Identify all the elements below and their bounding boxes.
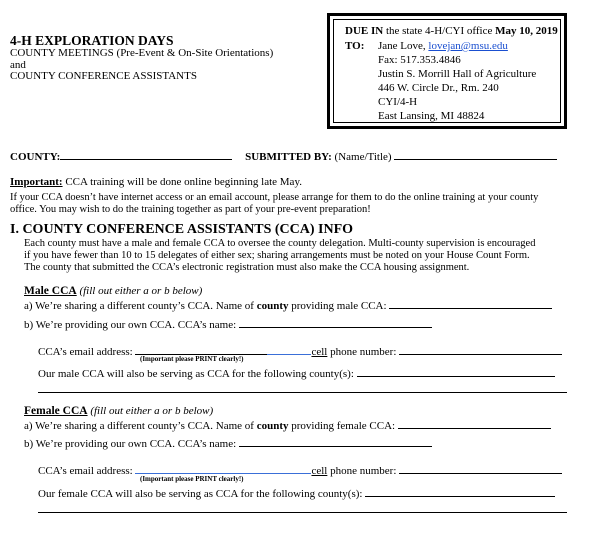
male-option-b (24, 317, 432, 331)
county-label: COUNTY: (10, 151, 61, 163)
female-phone-field[interactable] (399, 463, 562, 474)
due-line (345, 25, 558, 37)
due-text: the state 4-H/CYI office (383, 25, 496, 37)
important-line3: office. You may wish to do the training together as part of your pre-event preparation! (10, 204, 371, 215)
male-cca-title: Male CCA (24, 285, 77, 297)
female-also-row (38, 486, 555, 500)
due-box (327, 13, 567, 129)
female-county-field[interactable] (398, 418, 551, 429)
section-para-line3: The county that submitted the CCA’s electronic registration must also make the CCA housing assignment. (24, 262, 470, 273)
male-cca-title-row (24, 285, 202, 297)
address-line2: 446 W. Circle Dr., Rm. 240 (378, 82, 499, 94)
address-line1: Justin S. Morrill Hall of Agriculture (378, 68, 537, 80)
important-label: Important: (10, 176, 63, 188)
recipient-email-link[interactable]: lovejan@msu.edu (428, 40, 508, 52)
male-cca-hint: (fill out either a or b below) (76, 285, 203, 297)
due-label: DUE IN (345, 25, 384, 37)
male-option-b-text: b) We’re providing our own CCA. CCA’s name: (24, 319, 239, 331)
male-email-label: CCA’s email address: (38, 346, 136, 358)
male-option-a-post: providing male CCA: (288, 300, 390, 312)
female-cca-name-field[interactable] (239, 436, 432, 447)
section-para-line2: if you have fewer than 10 to 15 delegates of either sex; sharing arrangements must be noted on your House Count Form. (24, 250, 530, 261)
address-line3: CYI/4-H (378, 96, 418, 108)
female-option-b (24, 436, 432, 450)
male-cell-label: cell (311, 346, 328, 358)
male-option-a-bold: county (256, 300, 289, 312)
male-print-note: (Important please PRINT clearly!) (140, 355, 244, 363)
female-cca-title: Female CCA (24, 405, 88, 417)
female-option-a-bold: county (256, 420, 289, 432)
female-option-b-text: b) We’re providing our own CCA. CCA’s name: (24, 438, 239, 450)
subtitle-line3: COUNTY CONFERENCE ASSISTANTS (10, 70, 197, 82)
male-email-row (38, 344, 562, 358)
female-email-label: CCA’s email address: (38, 465, 136, 477)
female-option-a-text: a) We’re sharing a different county’s CCA. Name of (24, 420, 257, 432)
male-also-text: Our male CCA will also be serving as CCA for the following county(s): (38, 368, 357, 380)
female-option-a-post: providing female CCA: (288, 420, 398, 432)
recipient-name-text: Jane Love, (378, 40, 429, 52)
male-also-extra-line[interactable] (38, 392, 567, 393)
female-cca-hint: (fill out either a or b below) (87, 405, 214, 417)
recipient-name (378, 40, 508, 52)
female-email-row (38, 463, 562, 477)
section-heading: I. COUNTY CONFERENCE ASSISTANTS (CCA) INFO (10, 222, 354, 237)
female-cell-label: cell (311, 465, 328, 477)
female-also-text: Our female CCA will also be serving as CCA for the following county(s): (38, 488, 366, 500)
female-also-extra-line[interactable] (38, 512, 567, 513)
fax-line: Fax: 517.353.4846 (378, 54, 461, 66)
female-cca-title-row (24, 405, 213, 417)
female-also-field[interactable] (365, 486, 555, 497)
male-also-field[interactable] (357, 366, 555, 377)
male-option-a (24, 298, 552, 312)
to-label: TO: (345, 40, 365, 52)
county-field[interactable] (60, 149, 232, 160)
male-county-field[interactable] (389, 298, 552, 309)
page-title: 4-H EXPLORATION DAYS (10, 33, 174, 48)
due-date: May 10, 2019 (495, 25, 558, 37)
submitted-by-label: SUBMITTED BY: (245, 151, 332, 163)
female-print-note: (Important please PRINT clearly!) (140, 475, 244, 483)
submitted-by-field[interactable] (394, 149, 557, 160)
county-row (10, 149, 557, 163)
section-para-line1: Each county must have a male and female CCA to oversee the county delegation. Multi-county supervision is encouraged (24, 238, 536, 249)
male-option-a-text: a) We’re sharing a different county’s CCA. Name of (24, 300, 257, 312)
male-cca-name-field[interactable] (239, 317, 432, 328)
important-note (10, 176, 302, 188)
submitted-by-hint: (Name/Title) (331, 151, 395, 163)
female-phone-label: phone number: (327, 465, 400, 477)
male-email-field-blue[interactable] (267, 344, 311, 355)
address-line4: East Lansing, MI 48824 (378, 110, 485, 122)
male-phone-field[interactable] (399, 344, 562, 355)
subtitle-line1: COUNTY MEETINGS (Pre-Event & On-Site Orientations) (10, 47, 274, 59)
female-email-field[interactable] (135, 463, 311, 474)
male-phone-label: phone number: (327, 346, 400, 358)
male-email-field[interactable] (135, 344, 267, 355)
important-line2: If your CCA doesn’t have internet access or an email account, please arrange for them to do the online training at your county (10, 192, 539, 203)
important-text: CCA training will be done online beginning late May. (62, 176, 302, 188)
female-option-a (24, 418, 551, 432)
male-also-row (38, 366, 555, 380)
subtitle-line2: and (10, 59, 26, 71)
